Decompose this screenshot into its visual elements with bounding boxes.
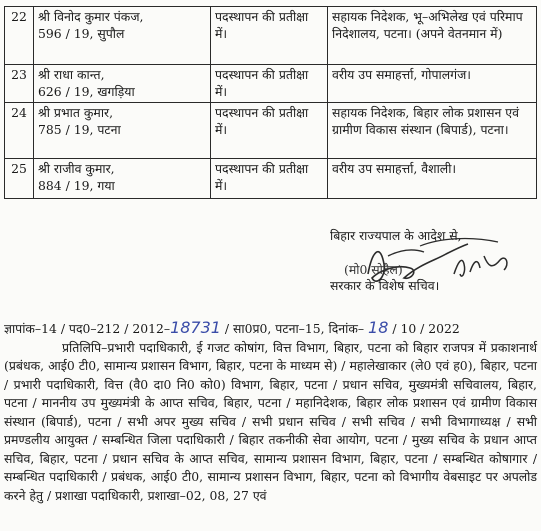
memo-reference [4,319,537,339]
officer-name [34,7,211,65]
current-status: पदस्थापन की प्रतीक्षा में। [211,103,328,159]
order-line: बिहार राज्यपाल के आदेश से, [330,228,462,243]
new-posting: वरीय उप समाहर्त्ता, वैशाली। [328,159,537,199]
officer-name-line: श्री प्रभात कुमार, [38,105,114,120]
current-status: पदस्थापन की प्रतीक्षा में। [211,159,328,199]
officer-name-line: श्री राजीव कुमार, [38,161,115,176]
memo-section [4,319,537,505]
officer-name-line: श्री राधा कान्त, [38,67,105,82]
serial-number: 22 [5,7,34,65]
memo-suffix: / 10 / 2022 [388,321,460,336]
current-status: पदस्थापन की प्रतीक्षा में। [211,7,328,65]
officer-code-district: 785 / 19, पटना [38,122,121,137]
current-status: पदस्थापन की प्रतीक्षा में। [211,65,328,103]
new-posting: सहायक निदेशक, बिहार लोक प्रशासन एवं ग्रामीण विकास संस्थान (बिपार्ड), पटना। [328,103,537,159]
officer-name [34,65,211,103]
serial-number: 25 [5,159,34,199]
serial-number: 24 [5,103,34,159]
officer-code-district: 626 / 19, खगड़िया [38,84,135,99]
memo-middle: / सा0प्र0, पटना–15, दिनांक– [220,321,369,336]
new-posting: सहायक निदेशक, भू–अभिलेख एवं परिमाप निदेशालय, पटना। (अपने वेतनमान में) [328,7,537,65]
new-posting: वरीय उप समाहर्त्ता, गोपालगंज। [328,65,537,103]
officer-designation: सरकार के विशेष सचिव। [330,278,440,293]
table-row [5,7,537,65]
table-row [5,159,537,199]
memo-date-handwritten: 18 [368,318,389,337]
officer-posting-table [4,6,537,199]
officer-name-line: श्री विनोद कुमार पंकज, [38,9,144,24]
officer-name [34,159,211,199]
memo-number-handwritten: 18731 [170,318,221,337]
distribution-text: प्रतिलिपि–प्रभारी पदाधिकारी, ई गजट कोषांग, वित्त विभाग, बिहार, पटना को बिहार राजपत्र में प्रकाशनार्थ (प्रबंधक, आई0 टी0, सामान्य प्रशासन विभाग, बिहार, पटना के माध्यम से) / महालेखाकार (ले0 एवं ह0), बिहार, पटना / प्रभारी पदाधिकारी, वित्त (वै0 दा0 नि0 को0) विभाग, बिहार, पटना / प्रधान सचिव, मुख्यमंत्री सचिवालय, बिहार, पटना / माननीय उप मुख्यमंत्री के आप्त सचिव, बिहार, पटना / महानिदेशक, बिहार लोक प्रशासन एवं ग्रामीण विकास संस्थान (बिपार्ड), पटना / सभी अपर मुख्य सचिव / सभी प्रधान सचिव / सभी सचिव / सभी विभागाध्यक्ष / सभी प्रमण्डलीय आयुक्त / सम्बन्धित जिला पदाधिकारी / बिहार तकनीकी सेवा आयोग, पटना / मुख्य सचिव के प्रधान आप्त सचिव, बिहार, पटना / प्रधान सचिव के आप्त सचिव, सामान्य प्रशासन विभाग, बिहार, पटना / सम्बन्धित कोषागार / सम्बन्धित पदाधिकारी / प्रबंधक, आई0 टी0, सामान्य प्रशासन विभाग, बिहार, पटना को विभागीय वेबसाइट पर अपलोड करने हेतु / प्रशाखा पदाधिकारी, प्रशाखा–02, 08, 27 एवं [4,339,537,503]
officer-name [34,103,211,159]
table-row [5,103,537,159]
officer-code-district: 596 / 19, सुपौल [38,26,125,41]
serial-number: 23 [5,65,34,103]
memo-prefix: ज्ञापांक–14 / पद0–212 / 2012– [4,321,171,336]
officer-name: (मो0 सोहैल) [344,262,403,277]
officer-code-district: 884 / 19, गया [38,178,115,193]
table-row [5,65,537,103]
